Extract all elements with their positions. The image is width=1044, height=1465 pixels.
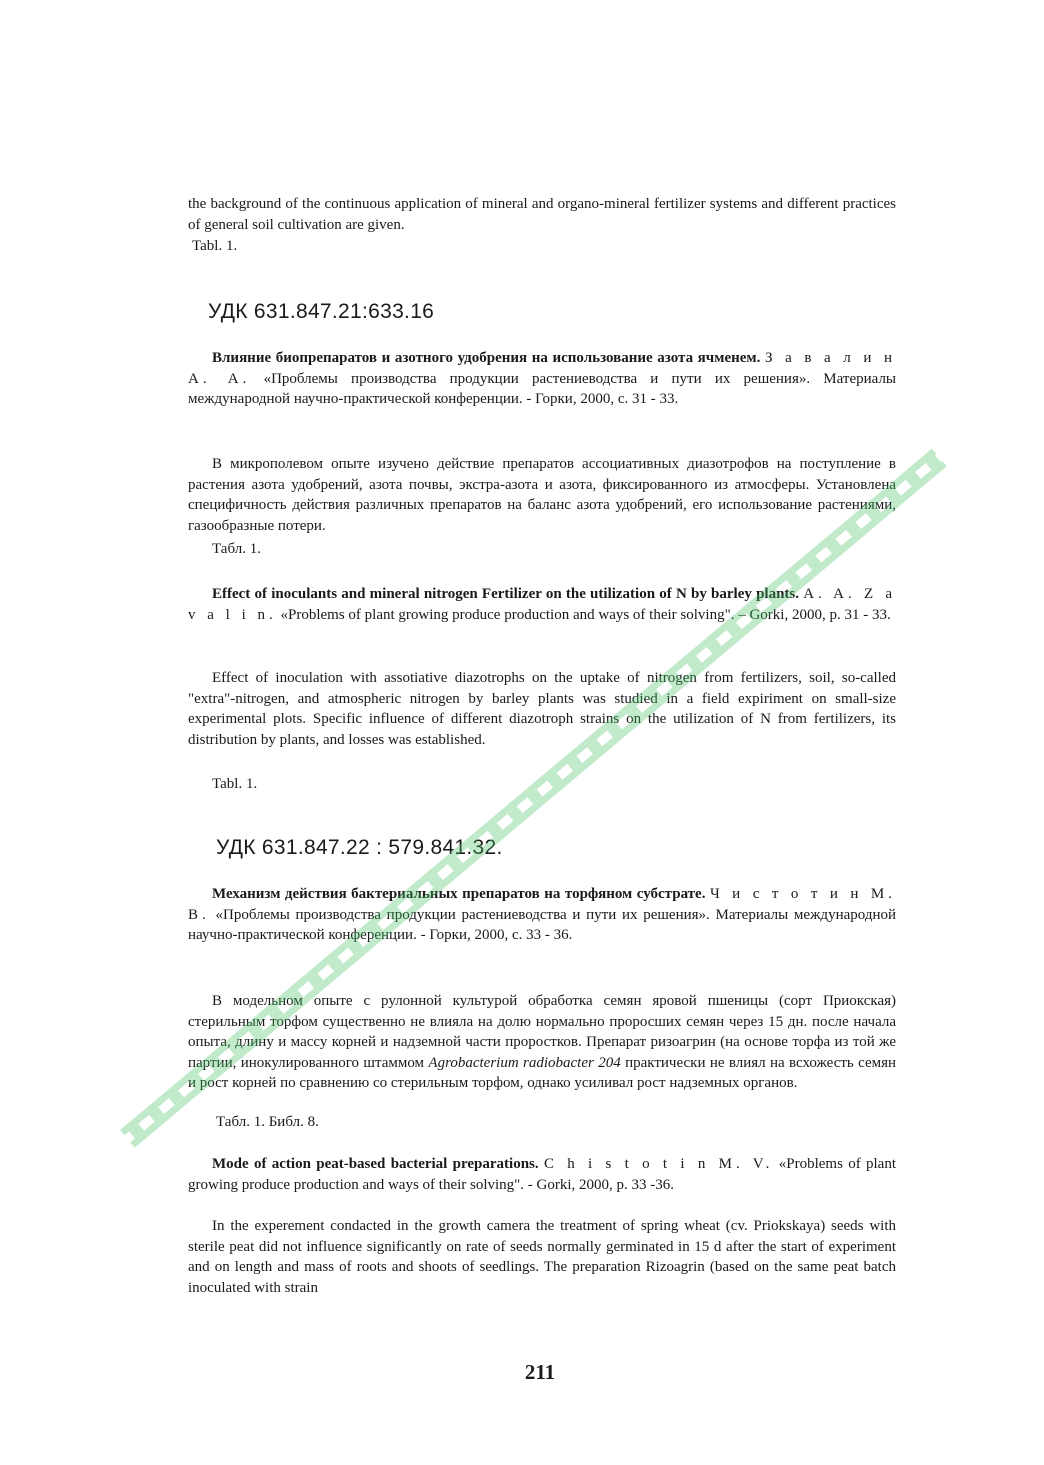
entry2-en-citation: «Problems of plant growing produce production and ways of their solving". - Gorki, 2000, p. 33 -36. bbox=[188, 1156, 897, 1193]
entry1-en-abstract: Effect of inoculation with assotiative diazotrophs on the uptake of nitrogen from fertilizers, soil, so-called "extra"-nitrogen, and atmospheric nitrogen by barley plants was studied in a field expiriment on small-size experimental plots. Specific influence of different diazotroph strains on the utilization of N from fertilizers, its distribution by plants, and losses was established. bbox=[188, 670, 896, 748]
entry2-ru-reference bbox=[188, 884, 896, 946]
entry1-en-title: Effect of inoculants and mineral nitrogen Fertilizer on the utilization of N by barley plants. bbox=[212, 586, 800, 602]
intro-paragraph: the background of the continuous application of mineral and organo-mineral fertilizer systems and different practices of general soil cultivation are given. bbox=[188, 196, 896, 233]
entry2-ru-abstract bbox=[188, 991, 896, 1094]
page-number: 211 bbox=[524, 1360, 556, 1384]
entry2-ru-abstract-part-b: практически не влиял на всхожесть семян и рост корней по сравнению со стерильным торфом, однако усиливал рост надземных органов. bbox=[188, 1054, 897, 1091]
entry2-en-author: C h i s t o t i n M. V. bbox=[543, 1156, 774, 1172]
entry2-en-abstract: In the experement condacted in the growth camera the treatment of spring wheat (cv. Priokskaya) seeds with sterile peat did not influence significantly on rate of seeds normally germinated in 15 d after the start of experiment and on length and mass of roots and shoots of seedlings. The preparation Rizoagrin (based on the same peat batch inoculated with strain bbox=[188, 1218, 896, 1296]
watermark-tick bbox=[906, 472, 921, 487]
entry2-ru-title: Механизм действия бактериальных препаратов на торфяном субстрате. bbox=[212, 886, 706, 902]
entry1-ru-reference bbox=[188, 348, 896, 410]
entry2-ru-citation: «Проблемы производства продукции растениеводства и пути их решения». Материалы международной научно-практической конференции. - Горки, 2000, с. 33 - 36. bbox=[188, 906, 897, 943]
entry1-ru-author: З а в а л и н А. А. bbox=[188, 350, 896, 387]
entry2-en-title: Mode of action peat-based bacterial preparations. bbox=[212, 1156, 539, 1172]
watermark-tick bbox=[567, 756, 582, 771]
intro-tabl: Tabl. 1. bbox=[192, 238, 238, 254]
entry1-ru-tabl: Табл. 1. bbox=[212, 541, 261, 557]
watermark-tick bbox=[707, 639, 722, 654]
entry2-ru-tabl: Табл. 1. Библ. 8. bbox=[216, 1114, 319, 1130]
entry1-ru-title: Влияние биопрепаратов и азотного удобрения на использование азота ячменем. bbox=[212, 350, 761, 366]
entry1-en-citation: «Problems of plant growing produce production and ways of their solving". – Gorki, 2000, p. 31 - 33. bbox=[280, 606, 891, 623]
entry1-en-reference bbox=[188, 584, 896, 625]
entry1-en-author: A. A. Z a v a l i n. bbox=[188, 586, 896, 623]
entry1-ru-citation: «Проблемы производства продукции растениеводства и пути их решения». Материалы международной научно-практической конференции. - Горки, 2000, с. 31 - 33. bbox=[188, 370, 897, 407]
udk-heading-1: УДК 631.847.21:633.16 bbox=[208, 300, 435, 323]
watermark-tick bbox=[508, 806, 523, 821]
watermark-tick bbox=[328, 957, 343, 972]
watermark-tick bbox=[547, 773, 562, 788]
watermark-tick bbox=[129, 1124, 144, 1139]
watermark-tick bbox=[308, 973, 323, 988]
watermark-tick bbox=[169, 1090, 184, 1105]
udk-heading-2: УДК 631.847.22 : 579.841.32. bbox=[216, 836, 503, 859]
entry2-ru-strain-name: Agrobacterium radiobacter 204 bbox=[428, 1054, 621, 1071]
watermark-tick bbox=[806, 556, 821, 571]
watermark-tick bbox=[826, 539, 841, 554]
watermark-tick bbox=[926, 455, 941, 470]
entry1-en-tabl: Tabl. 1. bbox=[212, 776, 258, 792]
entry2-ru-abstract-part-a: В модельном опыте с рулонной культурой обработка семян яровой пшеницы (сорт Приокская) стерильным торфом существенно не влияла на долю нормально проросших семян через 15 дн. после начала опыта, длину и массу корней и надземной части проростков. Препарат ризоагрин (на основе торфа из той же партии, инокулированного штаммом bbox=[188, 993, 896, 1071]
entry1-ru-abstract: В микрополевом опыте изучено действие препаратов ассоциативных диазотрофов на поступление в растения азота удобрений, азота почвы, экстра-азота и азота, фиксированного из атмосферы. Установлена специфичность действия различных препаратов на баланс азота удобрений, его использование растениями, газообразные потери. bbox=[188, 456, 896, 534]
entry2-en-reference bbox=[188, 1154, 896, 1195]
entry2-ru-author: Ч и с т о т и н М. В. bbox=[188, 886, 897, 923]
watermark-tick bbox=[527, 790, 542, 805]
watermark-tick bbox=[149, 1107, 164, 1122]
